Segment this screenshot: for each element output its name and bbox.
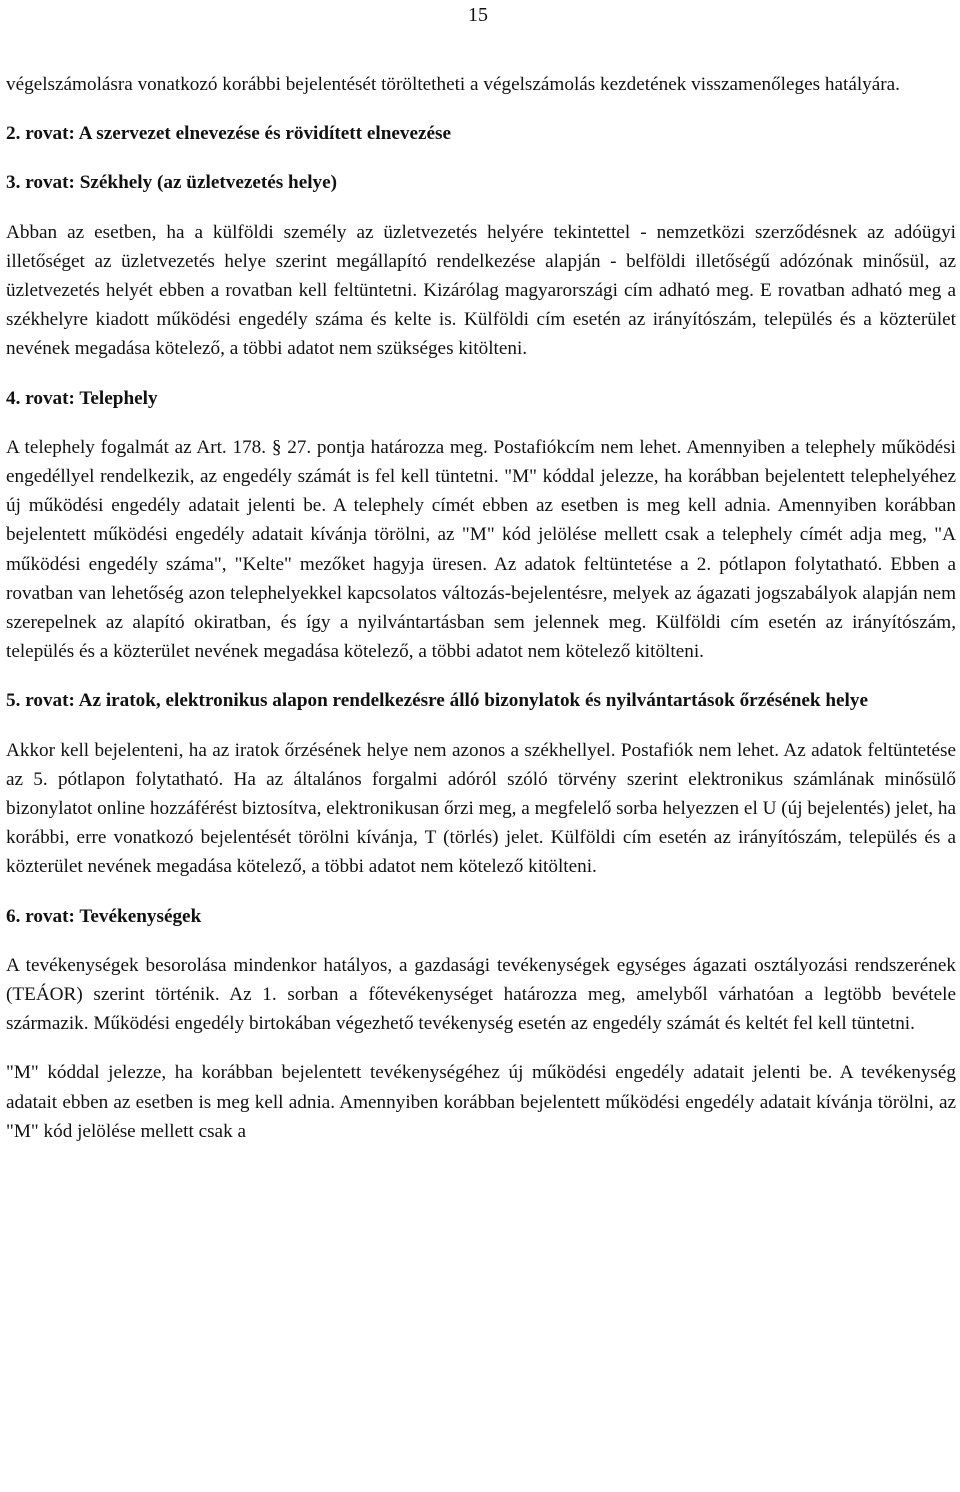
paragraph-vegelszamolas: végelszámolásra vonatkozó korábbi bejelentését töröltetheti a végelszámolás kezdetének visszamenőleges hatályára. xyxy=(6,74,900,95)
heading-rovat-5: 5. rovat: Az iratok, elektronikus alapon rendelkezésre álló bizonylatok és nyilvántartások őrzésének helye xyxy=(6,690,868,712)
paragraph-iratok-orzese: Akkor kell bejelenteni, ha az iratok őrzésének helye nem azonos a székhellyel. Postafiók nem lehet. Az adatok feltüntetése az 5. pótlapon folytatható. Ha az általános forgalmi adóról szóló törvény szerint elektronikus számlának minősülő bizonylatot online hozzáférést biztosítva, elektronikusan őrzi meg, a megfelelő sorba helyezzen el U (új bejelentés) jelet, ha korábbi, erre vonatkozó bejelentését törölni kívánja, T (törlés) jelet. Külföldi cím esetén az irányítószám, település és a közterület nevének megadása kötelező, a többi adatot nem kötelező kitölteni. xyxy=(6,739,956,878)
heading-rovat-4: 4. rovat: Telephely xyxy=(6,387,158,409)
paragraph-tevekenysegek: A tevékenységek besorolása mindenkor hatályos, a gazdasági tevékenységek egységes ágazati osztályozási rendszerének (TEÁOR) szerint történik. Az 1. sorban a főtevékenységet határozza meg, amelyből várhatóan a legtöbb bevétele származik. Működési engedély birtokában végezhető tevékenység esetén az engedély számát és keltét fel kell tüntetni. xyxy=(6,954,956,1035)
paragraph-m-kod: "M" kóddal jelezze, ha korábban bejelentett tevékenységéhez új működési engedély adatait jelenti be. A tevékenység adatait ebben az esetben is meg kell adnia. Amennyiben korábban bejelentett működési engedély adatait kívánja törölni, az "M" kód jelölése mellett csak a xyxy=(6,1062,956,1142)
paragraph-telephely: A telephely fogalmát az Art. 178. § 27. pontja határozza meg. Postafiókcím nem lehet. Amennyiben a telephely működési engedéllyel rendelkezik, az engedély számát is fel kell tüntetni. "M" kóddal jelezze, ha korábban bejelentett telephelyéhez új működési engedély adatait jelenti be. A telephely címét ebben az esetben is meg kell adnia. Amennyiben korábban bejelentett működési engedély adatait kívánja törölni, az "M" kód jelölése mellett csak a telephely címét adja meg, "A működési engedély száma", "Kelte" mezőket hagyja üresen. Az adatok feltüntetése a 2. pótlapon folytatható. Ebben a rovatban van lehetőség azon telephelyekkel kapcsolatos változás-bejelentésre, melyek az ágazati jogszabályok alapján nem szerepelnek az alapító okiratban, és így a nyilvántartásban sem jelennek meg. Külföldi cím esetén az irányítószám, település és a közterület nevének megadása kötelező, a többi adatot nem kötelező kitölteni. xyxy=(6,436,956,663)
document-body xyxy=(6,70,956,1146)
heading-rovat-3: 3. rovat: Székhely (az üzletvezetés helye) xyxy=(6,172,338,194)
paragraph-szekhely: Abban az esetben, ha a külföldi személy az üzletvezetés helyére tekintettel - nemzetközi szerződésnek az adóügyi illetőséget az üzletvezetés helye szerint megállapító rendelkezése alapján - belföldi illetőségű adózónak minősül, az üzletvezetés helyét ebben a rovatban kell feltüntetni. Kizárólag magyarországi cím adható meg. E rovatban adható meg a székhelyre kiadott működési engedély száma és kelte is. Külföldi cím esetén az irányítószám, település és a közterület nevének megadása kötelező, a többi adatot nem szükséges kitölteni. xyxy=(6,221,956,360)
page-number: 15 xyxy=(468,4,488,26)
heading-rovat-6: 6. rovat: Tevékenységek xyxy=(6,905,202,927)
heading-rovat-2: 2. rovat: A szervezet elnevezése és rövidített elnevezése xyxy=(6,123,452,145)
